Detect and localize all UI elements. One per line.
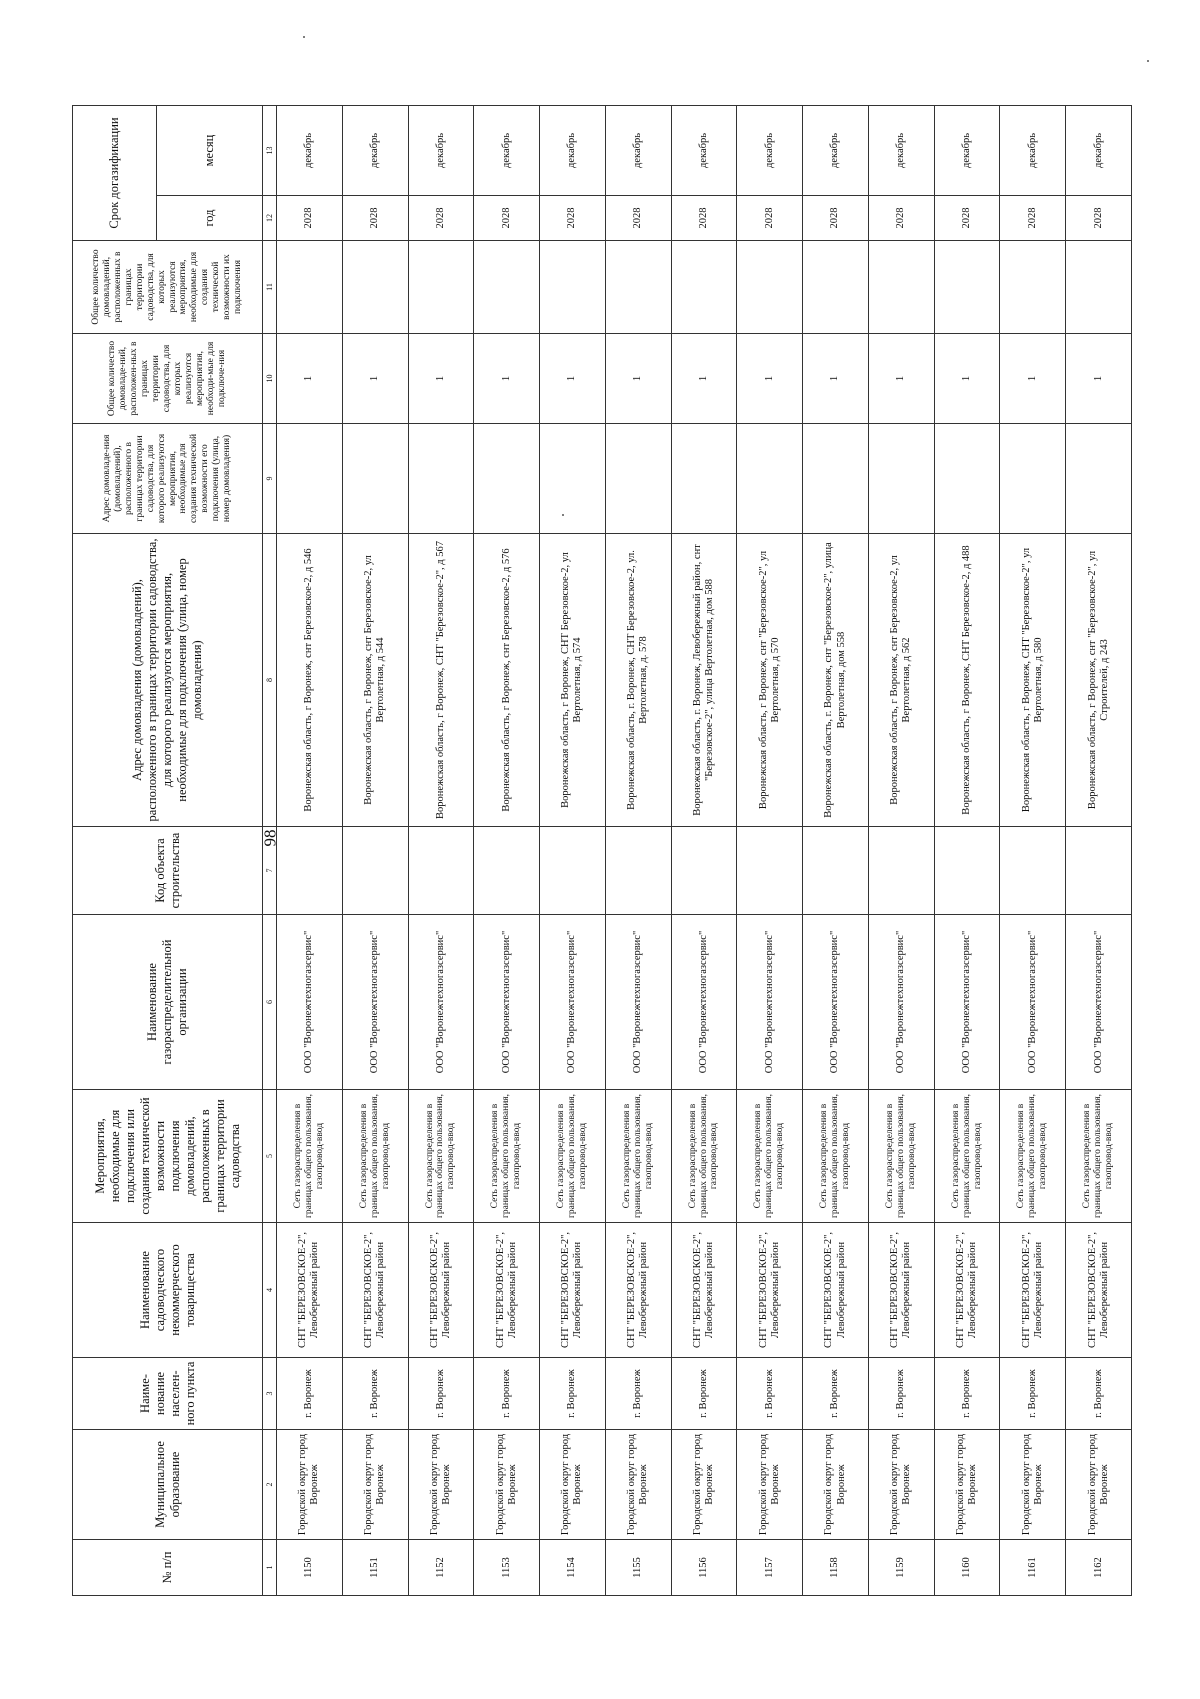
measures-cell: Сеть газораспределения в границах общего пользования, газопровод-ввод: [408, 1090, 474, 1223]
col-header-term: Срок догазификации: [73, 106, 157, 241]
address-tech-cell: [474, 424, 540, 534]
address-cell: Воронежская область, г Воронеж, снт Березовское-2, д 546: [277, 534, 343, 827]
count-tech-cell: [1000, 241, 1066, 334]
settlement-cell: г. Воронеж: [1066, 1358, 1132, 1430]
count-tech-cell: [474, 241, 540, 334]
column-number: 10: [263, 334, 277, 424]
row-number: 1151: [342, 1540, 408, 1596]
municipality-cell: Городской округ город Воронеж: [737, 1430, 803, 1540]
row-number: 1153: [474, 1540, 540, 1596]
count-tech-cell: [737, 241, 803, 334]
gdo-cell: ООО "Воронежтехногазсервис": [671, 915, 737, 1090]
measures-cell: Сеть газораспределения в границах общего пользования, газопровод-ввод: [277, 1090, 343, 1223]
year-cell: 2028: [474, 196, 540, 241]
col-header-measures: Мероприятия, необходимые для подключения или создания технической возможности подключения домовладений, расположенных в границах территории садоводства: [73, 1090, 263, 1223]
object-code-cell: [277, 827, 343, 915]
address-tech-cell: [934, 424, 1000, 534]
month-cell: декабрь: [671, 106, 737, 196]
row-number: 1160: [934, 1540, 1000, 1596]
count-connect-cell: 1: [342, 334, 408, 424]
gdo-cell: ООО "Воронежтехногазсервис": [540, 915, 606, 1090]
address-cell: Воронежская область, г. Воронеж, СНТ Березовское-2, ул. Вертолетная, д. 578: [605, 534, 671, 827]
col-header-no: № п/п: [73, 1540, 263, 1596]
settlement-cell: г. Воронеж: [408, 1358, 474, 1430]
object-code-cell: [1066, 827, 1132, 915]
measures-cell: Сеть газораспределения в границах общего пользования, газопровод-ввод: [1000, 1090, 1066, 1223]
address-cell: Воронежская область, г Воронеж, снт Березовское-2, ул Вертолетная, д 562: [868, 534, 934, 827]
row-number: 1158: [803, 1540, 869, 1596]
gdo-cell: ООО "Воронежтехногазсервис": [803, 915, 869, 1090]
count-tech-cell: [277, 241, 343, 334]
row-number: 1159: [868, 1540, 934, 1596]
object-code-cell: [342, 827, 408, 915]
table-row: [342, 106, 408, 1596]
municipality-cell: Городской округ город Воронеж: [277, 1430, 343, 1540]
object-code-cell: [934, 827, 1000, 915]
month-cell: декабрь: [342, 106, 408, 196]
month-cell: декабрь: [277, 106, 343, 196]
settlement-cell: г. Воронеж: [1000, 1358, 1066, 1430]
table-row: [540, 106, 606, 1596]
settlement-cell: г. Воронеж: [737, 1358, 803, 1430]
table-body: [277, 106, 1132, 1596]
settlement-cell: г. Воронеж: [540, 1358, 606, 1430]
address-cell: Воронежская область, г Воронеж, СНТ "Березовское-2", ул Вертолетная, д 580: [1000, 534, 1066, 827]
settlement-cell: г. Воронеж: [868, 1358, 934, 1430]
year-cell: 2028: [737, 196, 803, 241]
snt-cell: СНТ "БЕРЕЗОВСКОЕ-2", Левобережный район: [934, 1223, 1000, 1358]
scan-speck: [1147, 60, 1149, 62]
measures-cell: Сеть газораспределения в границах общего пользования, газопровод-ввод: [1066, 1090, 1132, 1223]
row-number: 1161: [1000, 1540, 1066, 1596]
snt-cell: СНТ "БЕРЕЗОВСКОЕ-2", Левобережный район: [605, 1223, 671, 1358]
snt-cell: СНТ "БЕРЕЗОВСКОЕ-2", Левобережный район: [408, 1223, 474, 1358]
column-number: 13: [263, 106, 277, 196]
gdo-cell: ООО "Воронежтехногазсервис": [737, 915, 803, 1090]
column-number: 1: [263, 1540, 277, 1596]
address-tech-cell: [342, 424, 408, 534]
month-cell: декабрь: [1000, 106, 1066, 196]
settlement-cell: г. Воронеж: [671, 1358, 737, 1430]
municipality-cell: Городской округ город Воронеж: [671, 1430, 737, 1540]
address-cell: Воронежская область, г Воронеж, СНТ "Березовское-2", д 567: [408, 534, 474, 827]
month-cell: декабрь: [803, 106, 869, 196]
table-row: [868, 106, 934, 1596]
address-cell: Воронежская область, г Воронеж, снт Березовское-2, ул Вертолетная, д 544: [342, 534, 408, 827]
count-connect-cell: 1: [605, 334, 671, 424]
col-header-snt: Наименование садоводческого некоммерческого товарищества: [73, 1223, 263, 1358]
table-row: [474, 106, 540, 1596]
row-number: 1150: [277, 1540, 343, 1596]
count-tech-cell: [605, 241, 671, 334]
address-tech-cell: [803, 424, 869, 534]
month-cell: декабрь: [737, 106, 803, 196]
address-tech-cell: [540, 424, 606, 534]
row-number: 1162: [1066, 1540, 1132, 1596]
count-tech-cell: [803, 241, 869, 334]
gdo-cell: ООО "Воронежтехногазсервис": [474, 915, 540, 1090]
municipality-cell: Городской округ город Воронеж: [408, 1430, 474, 1540]
object-code-cell: [868, 827, 934, 915]
address-cell: Воронежская область, г Воронеж, СНТ Березовское-2, д 488: [934, 534, 1000, 827]
count-connect-cell: 1: [934, 334, 1000, 424]
address-cell: Воронежская область, г. Воронеж, снт "Березовское-2", улица Вертолетная, дом 558: [803, 534, 869, 827]
count-connect-cell: 1: [540, 334, 606, 424]
page-number: 98: [260, 829, 280, 847]
column-number: 11: [263, 241, 277, 334]
column-number: 9: [263, 424, 277, 534]
address-cell: Воронежская область, г Воронеж, СНТ Березовское-2, ул Вертолетная, д 574: [540, 534, 606, 827]
month-cell: декабрь: [605, 106, 671, 196]
year-cell: 2028: [868, 196, 934, 241]
col-header-count-connect: Общее количество домовладе-ний, расположен-ных в границах территории садоводства, для которых реализуются мероприятия, необходи-мые для подключе-ния: [73, 334, 263, 424]
measures-cell: Сеть газораспределения в границах общего пользования, газопровод-ввод: [474, 1090, 540, 1223]
year-cell: 2028: [1000, 196, 1066, 241]
column-number: 5: [263, 1090, 277, 1223]
col-header-address: Адрес домовладения (домовладений), расположенного в границах территории садоводства, для которого реализуются мероприятия, необходимые для подключения (улица, номер домовладения): [73, 534, 263, 827]
month-cell: декабрь: [408, 106, 474, 196]
count-connect-cell: 1: [408, 334, 474, 424]
address-tech-cell: [737, 424, 803, 534]
column-number: 6: [263, 915, 277, 1090]
gdo-cell: ООО "Воронежтехногазсервис": [868, 915, 934, 1090]
table-row: [671, 106, 737, 1596]
row-number: 1157: [737, 1540, 803, 1596]
col-header-gdo: Наименование газораспределительной организации: [73, 915, 263, 1090]
municipality-cell: Городской округ город Воронеж: [868, 1430, 934, 1540]
municipality-cell: Городской округ город Воронеж: [934, 1430, 1000, 1540]
municipality-cell: Городской округ город Воронеж: [803, 1430, 869, 1540]
year-cell: 2028: [605, 196, 671, 241]
settlement-cell: г. Воронеж: [803, 1358, 869, 1430]
measures-cell: Сеть газораспределения в границах общего пользования, газопровод-ввод: [605, 1090, 671, 1223]
month-cell: декабрь: [540, 106, 606, 196]
row-number: 1155: [605, 1540, 671, 1596]
month-cell: декабрь: [1066, 106, 1132, 196]
gasification-register-table: [72, 105, 1132, 1596]
count-connect-cell: 1: [737, 334, 803, 424]
gdo-cell: ООО "Воронежтехногазсервис": [1000, 915, 1066, 1090]
snt-cell: СНТ "БЕРЕЗОВСКОЕ-2", Левобережный район: [474, 1223, 540, 1358]
address-tech-cell: [868, 424, 934, 534]
gdo-cell: ООО "Воронежтехногазсервис": [277, 915, 343, 1090]
row-number: 1154: [540, 1540, 606, 1596]
month-cell: декабрь: [474, 106, 540, 196]
count-connect-cell: 1: [1066, 334, 1132, 424]
snt-cell: СНТ "БЕРЕЗОВСКОЕ-2", Левобережный район: [540, 1223, 606, 1358]
month-cell: декабрь: [868, 106, 934, 196]
measures-cell: Сеть газораспределения в границах общего пользования, газопровод-ввод: [540, 1090, 606, 1223]
address-tech-cell: [277, 424, 343, 534]
measures-cell: Сеть газораспределения в границах общего пользования, газопровод-ввод: [737, 1090, 803, 1223]
table-row: [1000, 106, 1066, 1596]
col-header-count-tech: Общее количество домовладений, расположенных в границах территории садоводства, для которых реализуются мероприятия, необходимые для создания технической возможности их подключения: [73, 241, 263, 334]
count-tech-cell: [671, 241, 737, 334]
gdo-cell: ООО "Воронежтехногазсервис": [934, 915, 1000, 1090]
table-row: [408, 106, 474, 1596]
column-number: 12: [263, 196, 277, 241]
snt-cell: СНТ "БЕРЕЗОВСКОЕ-2", Левобережный район: [868, 1223, 934, 1358]
address-cell: Воронежская область, г Воронеж, снт Березовское-2, д 576: [474, 534, 540, 827]
year-cell: 2028: [934, 196, 1000, 241]
measures-cell: Сеть газораспределения в границах общего пользования, газопровод-ввод: [342, 1090, 408, 1223]
object-code-cell: [474, 827, 540, 915]
count-connect-cell: 1: [803, 334, 869, 424]
snt-cell: СНТ "БЕРЕЗОВСКОЕ-2", Левобережный район: [1066, 1223, 1132, 1358]
object-code-cell: [408, 827, 474, 915]
table-row: [934, 106, 1000, 1596]
year-cell: 2028: [277, 196, 343, 241]
snt-cell: СНТ "БЕРЕЗОВСКОЕ-2", Левобережный район: [277, 1223, 343, 1358]
count-connect-cell: 1: [474, 334, 540, 424]
table-row: [1066, 106, 1132, 1596]
municipality-cell: Городской округ город Воронеж: [540, 1430, 606, 1540]
gdo-cell: ООО "Воронежтехногазсервис": [605, 915, 671, 1090]
year-cell: 2028: [671, 196, 737, 241]
table-row: [277, 106, 343, 1596]
column-number: 7: [263, 827, 277, 915]
table-row: [737, 106, 803, 1596]
rotated-table-wrapper: [72, 106, 1132, 1596]
address-cell: Воронежская область, г Воронеж, снт "Березовское-2", ул Строителей, д 243: [1066, 534, 1132, 827]
address-cell: Воронежская область, г. Воронеж, Левобережный район, снт "Березовское-2", улица Вертолетная, дом 588: [671, 534, 737, 827]
address-tech-cell: [1066, 424, 1132, 534]
row-number: 1152: [408, 1540, 474, 1596]
count-connect-cell: 1: [1000, 334, 1066, 424]
measures-cell: Сеть газораспределения в границах общего пользования, газопровод-ввод: [671, 1090, 737, 1223]
municipality-cell: Городской округ город Воронеж: [1066, 1430, 1132, 1540]
object-code-cell: [1000, 827, 1066, 915]
col-header-settlement: Наиме-нование населен-ного пункта: [73, 1358, 263, 1430]
year-cell: 2028: [408, 196, 474, 241]
settlement-cell: г. Воронеж: [934, 1358, 1000, 1430]
object-code-cell: [540, 827, 606, 915]
settlement-cell: г. Воронеж: [605, 1358, 671, 1430]
snt-cell: СНТ "БЕРЕЗОВСКОЕ-2", Левобережный район: [737, 1223, 803, 1358]
address-cell: Воронежская область, г Воронеж, снт "Березовское-2", ул Вертолетная, д 570: [737, 534, 803, 827]
snt-cell: СНТ "БЕРЕЗОВСКОЕ-2", Левобережный район: [342, 1223, 408, 1358]
table-row: [605, 106, 671, 1596]
count-tech-cell: [1066, 241, 1132, 334]
table-row: [803, 106, 869, 1596]
col-header-year: год: [157, 196, 263, 241]
scan-speck: [303, 36, 305, 38]
municipality-cell: Городской округ город Воронеж: [342, 1430, 408, 1540]
column-number: 8: [263, 534, 277, 827]
gdo-cell: ООО "Воронежтехногазсервис": [342, 915, 408, 1090]
count-tech-cell: [342, 241, 408, 334]
count-tech-cell: [868, 241, 934, 334]
month-cell: декабрь: [934, 106, 1000, 196]
count-tech-cell: [934, 241, 1000, 334]
gdo-cell: ООО "Воронежтехногазсервис": [1066, 915, 1132, 1090]
settlement-cell: г. Воронеж: [277, 1358, 343, 1430]
count-connect-cell: 1: [671, 334, 737, 424]
snt-cell: СНТ "БЕРЕЗОВСКОЕ-2", Левобережный район: [671, 1223, 737, 1358]
measures-cell: Сеть газораспределения в границах общего пользования, газопровод-ввод: [803, 1090, 869, 1223]
row-number: 1156: [671, 1540, 737, 1596]
column-number: 4: [263, 1223, 277, 1358]
count-connect-cell: 1: [868, 334, 934, 424]
address-tech-cell: [605, 424, 671, 534]
year-cell: 2028: [1066, 196, 1132, 241]
count-tech-cell: [408, 241, 474, 334]
municipality-cell: Городской округ город Воронеж: [605, 1430, 671, 1540]
count-tech-cell: [540, 241, 606, 334]
year-cell: 2028: [342, 196, 408, 241]
column-number: 2: [263, 1430, 277, 1540]
municipality-cell: Городской округ город Воронеж: [1000, 1430, 1066, 1540]
year-cell: 2028: [803, 196, 869, 241]
object-code-cell: [803, 827, 869, 915]
col-header-address-tech: Адрес домовладе-ния (домовладений), расположенного в границах территории садоводства, для которого реализуются мероприятия, необходимые для создания технической возможности его подключения (улица, номер домовладения): [73, 424, 263, 534]
address-tech-cell: [1000, 424, 1066, 534]
snt-cell: СНТ "БЕРЕЗОВСКОЕ-2", Левобережный район: [1000, 1223, 1066, 1358]
year-cell: 2028: [540, 196, 606, 241]
count-connect-cell: 1: [277, 334, 343, 424]
snt-cell: СНТ "БЕРЕЗОВСКОЕ-2", Левобережный район: [803, 1223, 869, 1358]
col-header-municipality: Муниципальное образование: [73, 1430, 263, 1540]
column-number: 3: [263, 1358, 277, 1430]
measures-cell: Сеть газораспределения в границах общего пользования, газопровод-ввод: [868, 1090, 934, 1223]
object-code-cell: [737, 827, 803, 915]
gdo-cell: ООО "Воронежтехногазсервис": [408, 915, 474, 1090]
column-number-row: [263, 106, 277, 1596]
header-row-1: [73, 106, 157, 1596]
col-header-month: месяц: [157, 106, 263, 196]
object-code-cell: [605, 827, 671, 915]
address-tech-cell: [671, 424, 737, 534]
address-tech-cell: [408, 424, 474, 534]
settlement-cell: г. Воронеж: [342, 1358, 408, 1430]
object-code-cell: [671, 827, 737, 915]
measures-cell: Сеть газораспределения в границах общего пользования, газопровод-ввод: [934, 1090, 1000, 1223]
municipality-cell: Городской округ город Воронеж: [474, 1430, 540, 1540]
settlement-cell: г. Воронеж: [474, 1358, 540, 1430]
col-header-code: Код объекта строительства: [73, 827, 263, 915]
